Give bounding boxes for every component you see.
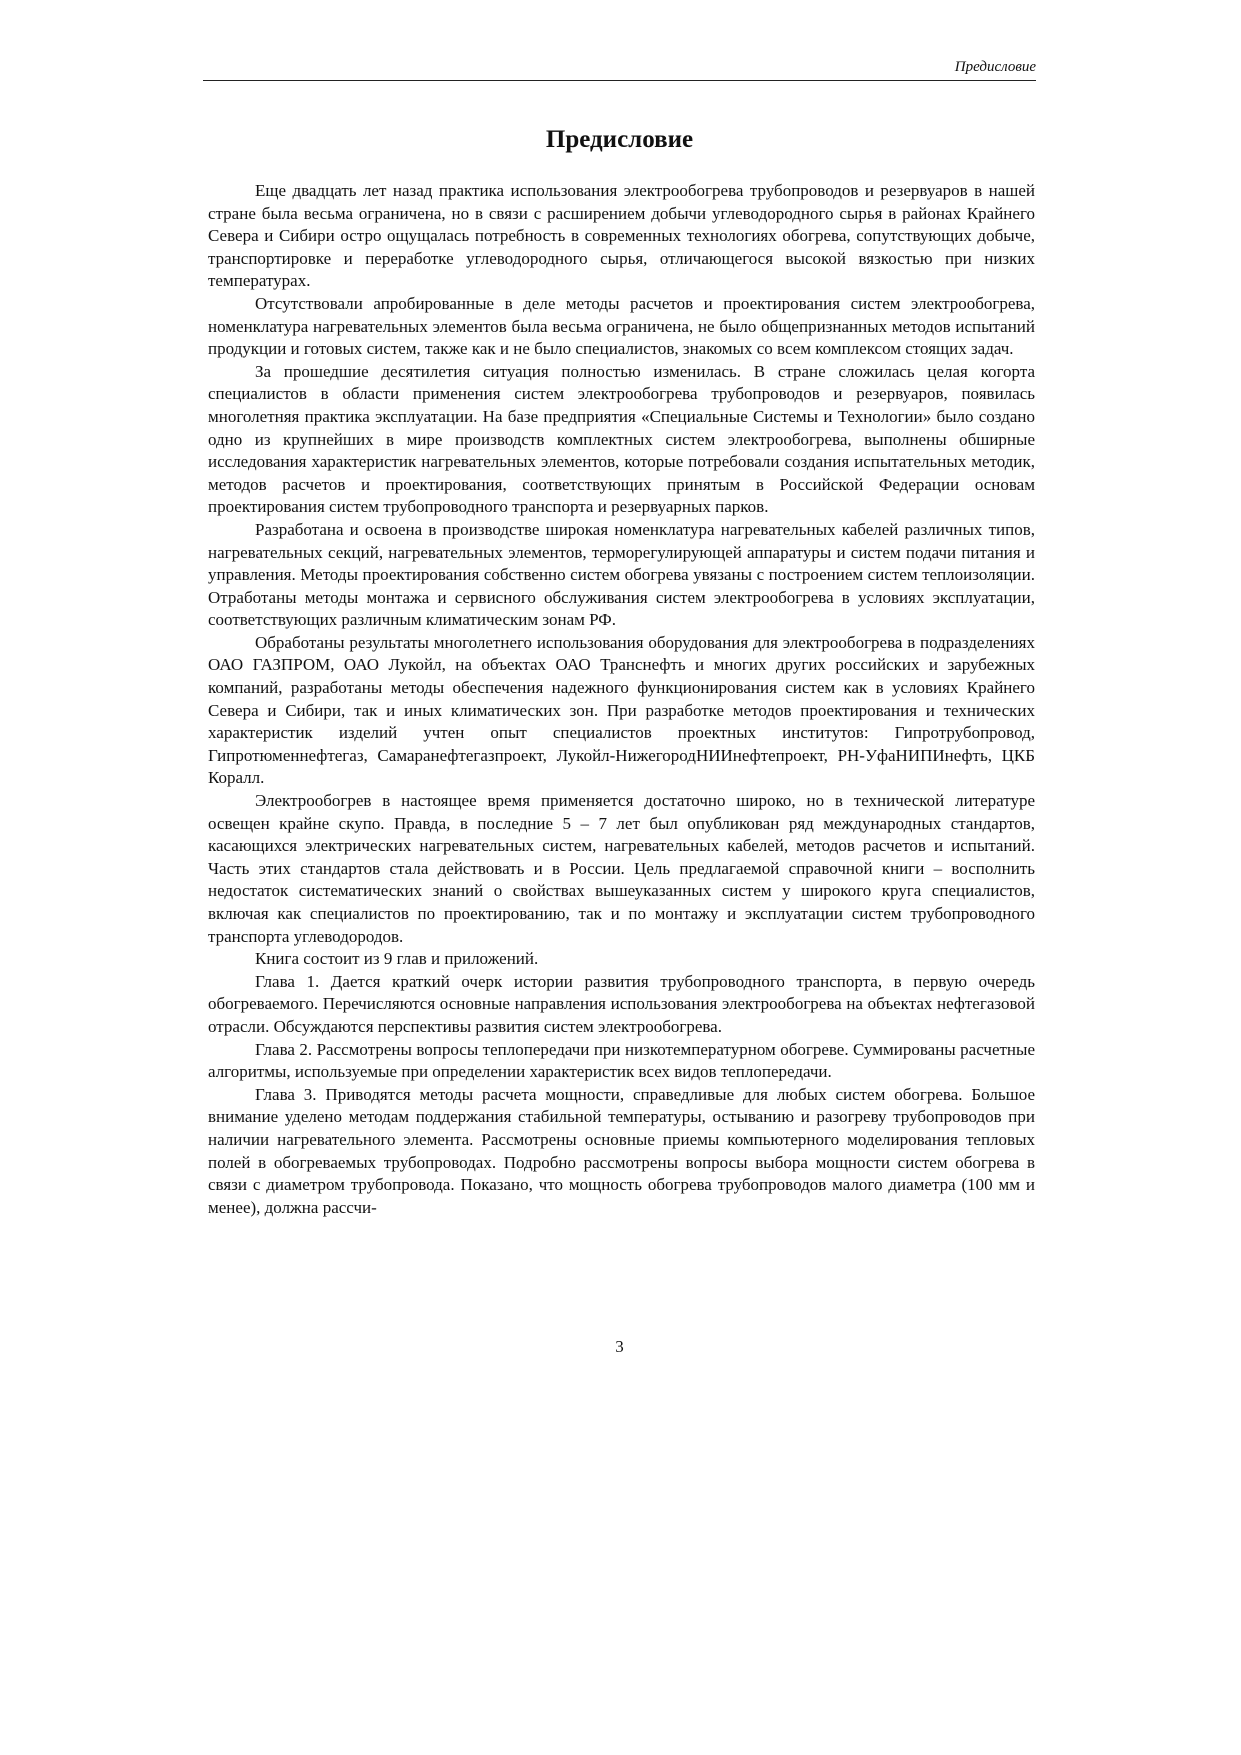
paragraph: Разработана и освоена в производстве широкая номенклатура нагревательных кабелей различных типов, нагревательных секций, нагревательных элементов, терморегулирующей аппаратуры и систем подачи питания и управления. Методы проектирования собственно систем обогрева увязаны с построением систем теплоизоляции. Отработаны методы монтажа и сервисного обслуживания систем электрообогрева в условиях эксплуатации, соответствующих различным климатическим зонам РФ. [208,519,1035,630]
paragraph: Еще двадцать лет назад практика использования электрообогрева трубопроводов и резервуаров в нашей стране была весьма ограничена, но в связи с расширением добычи углеводородного сырья в районах Крайнего Севера и Сибири остро ощущалась потребность в современных технологиях обогрева, сопутствующих добыче, транспортировке и переработке углеводородного сырья, отличающегося высокой вязкостью при низких температурах. [208,181,1035,291]
running-header [203,58,1036,81]
paragraph: За прошедшие десятилетия ситуация полностью изменилась. В стране сложилась целая когорта специалистов в области применения систем электрообогрева трубопроводов и резервуаров, появилась многолетняя практика эксплуатации. На базе предприятия «Специальные Системы и Технологии» было создано одно из крупнейших в мире производств комплектных систем электрообогрева, выполнены обширные исследования характеристик нагревательных элементов, которые потребовали создания испытательных методик, методов расчетов и проектирования, соответствующих принятым в Российской Федерации основам проектирования систем трубопроводного транспорта и резервуарных парков. [208,361,1035,517]
paragraph: Обработаны результаты многолетнего использования оборудования для электрообогрева в подразделениях ОАО ГАЗПРОМ, ОАО Лукойл, на объектах ОАО Транснефть и многих других российских и зарубежных компаний, разработаны методы обеспечения надежного функционирования систем как в условиях Крайнего Севера и Сибири, так и иных климатических зон. При разработке методов проектирования и технических характеристик изделий учтен опыт специалистов проектных институтов: Гипротрубопровод, Гипротюменнефтегаз, Самаранефтегазпроект, Лукойл-НижегородНИИнефтепроект, РН-УфаНИПИнефть, ЦКБ Коралл. [208,632,1035,788]
page-number: 3 [615,1337,624,1356]
paragraph: Глава 3. Приводятся методы расчета мощности, справедливые для любых систем обогрева. Большое внимание уделено методам поддержания стабильной температуры, остыванию и разогреву трубопроводов при наличии нагревательного элемента. Рассмотрены основные приемы компьютерного моделирования тепловых полей в обогреваемых трубопроводах. Подробно рассмотрены вопросы выбора мощности систем обогрева в связи с диаметром трубопровода. Показано, что мощность обогрева трубопроводов малого диаметра (100 мм и менее), должна рассчи- [208,1084,1035,1217]
paragraph: Электрообогрев в настоящее время применяется достаточно широко, но в технической литературе освещен крайне скупо. Правда, в последние 5 – 7 лет был опубликован ряд международных стандартов, касающихся электрических нагревательных систем, нагревательных кабелей, методов расчетов и испытаний. Часть этих стандартов стала действовать и в России. Цель предлагаемой справочной книги – восполнить недостаток систематических знаний о свойствах вышеуказанных систем у широкого круга специалистов, включая как специалистов по проектированию, так и по монтажу и эксплуатации систем трубопроводного транспорта углеводородов. [208,791,1035,946]
paragraph: Книга состоит из 9 глав и приложений. [255,949,539,969]
running-header-title: Предисловие [954,59,1036,75]
paragraph: Глава 2. Рассмотрены вопросы теплопередачи при низкотемпературном обогреве. Суммированы расчетные алгоритмы, используемые при определении характеристик всех видов теплопередачи. [208,1039,1035,1082]
paragraph: Глава 1. Дается краткий очерк истории развития трубопроводного транспорта, в первую очередь обогреваемого. Перечисляются основные направления использования электрообогрева на объектах нефтегазовой отрасли. Обсуждаются перспективы развития систем электрообогрева. [208,971,1035,1036]
paragraph: Отсутствовали апробированные в деле методы расчетов и проектирования систем электрообогрева, номенклатура нагревательных элементов была весьма ограничена, не было общепризнанных методов испытаний продукции и готовых систем, также как и не было специалистов, знакомых со всем комплексом стоящих задач. [208,293,1035,359]
body-text [208,180,1035,1219]
page-title: Предисловие [545,126,694,153]
